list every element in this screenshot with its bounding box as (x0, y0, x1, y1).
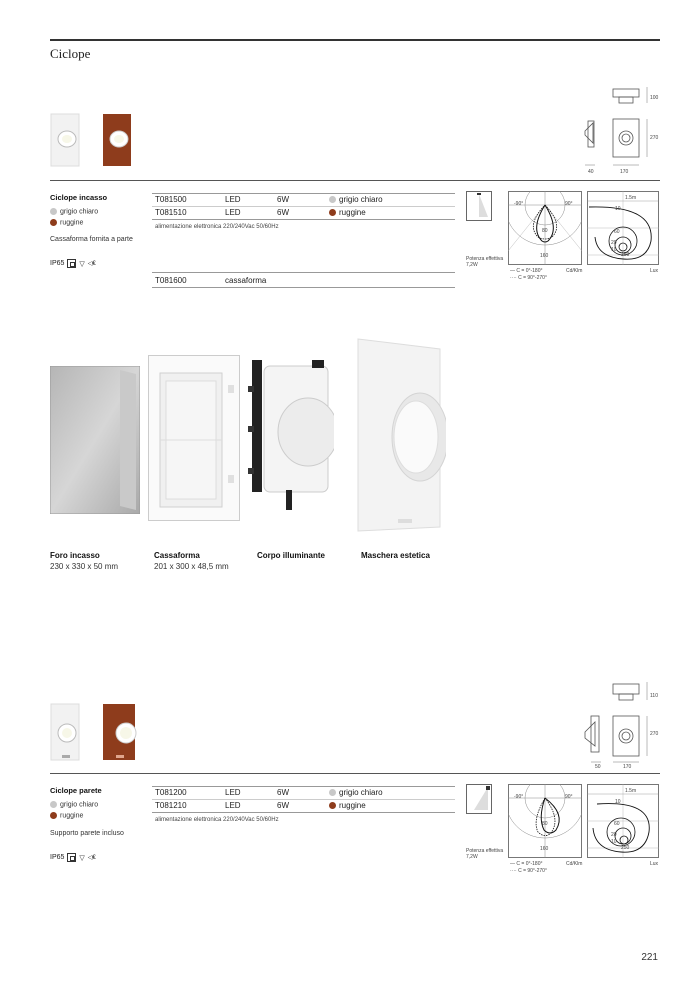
recess-hole-image (50, 366, 140, 514)
grey-swatch-icon (329, 196, 336, 203)
lux-label: Lux (650, 861, 659, 867)
iso-label: 60 (614, 821, 620, 827)
light-source: LED (225, 208, 241, 217)
iso-label: 10 (615, 799, 621, 805)
grey-swatch-icon (50, 801, 57, 808)
legend-solid: — C = 0°-180° (510, 861, 543, 867)
f-mark-icon: ▽ (79, 260, 85, 268)
finish-grey (50, 801, 98, 808)
component-name: Corpo illuminante (257, 551, 325, 560)
table-rule (152, 272, 455, 273)
power-value: 7,2W (466, 854, 478, 860)
iso-label: 60 (614, 229, 620, 235)
product-code: T081510 (155, 208, 187, 217)
power: 6W (277, 801, 289, 810)
iso-label: 20 (611, 832, 617, 838)
table-rule (152, 786, 455, 787)
section-rule (50, 180, 660, 181)
ce-mark-icon: ◁€ (87, 261, 96, 267)
table-row (155, 208, 366, 217)
legend-label: C = 0°-180° (516, 861, 543, 867)
finish-grey (50, 208, 98, 215)
finish-label: ruggine (60, 812, 84, 820)
section-title: Ciclope incasso (50, 193, 108, 202)
iso-label: 250 (621, 252, 630, 258)
legend-label: C = 90°-270° (518, 275, 547, 281)
finish: ruggine (339, 208, 366, 217)
finish-rust (50, 219, 83, 226)
f-mark-icon: ▽ (79, 854, 85, 862)
dim-width: 170 (620, 169, 629, 175)
distance-label: 1.5m (625, 195, 637, 201)
power: 6W (277, 195, 289, 204)
section-rule (50, 773, 660, 774)
product-note: Cassaforma fornita a parte (50, 236, 133, 243)
table-row (155, 276, 266, 285)
power-value: 7,2W (466, 262, 478, 268)
rust-swatch-icon (50, 219, 57, 226)
dim-height: 100 (650, 95, 659, 101)
top-rule (50, 39, 660, 41)
unit-label: Cd/Klm (566, 861, 583, 867)
dim-height: 110 (650, 693, 658, 699)
light-source: LED (225, 801, 241, 810)
light-body-image (246, 356, 334, 514)
product-image-grey (50, 703, 80, 761)
angle-label: 90° (565, 794, 573, 800)
ring-label: 80 (542, 228, 548, 234)
class-ii-icon (67, 259, 76, 268)
ring-label: 160 (540, 253, 549, 259)
finish-label: grigio chiaro (60, 801, 99, 809)
iso-label: 10 (611, 839, 617, 845)
product-desc: cassaforma (225, 276, 267, 285)
product-note: Supporto parete incluso (50, 830, 124, 837)
lux-label: Lux (650, 268, 659, 274)
ring-label: 160 (540, 846, 549, 852)
product-image-rust (102, 113, 132, 167)
grey-swatch-icon (50, 208, 57, 215)
angle-label: -90° (514, 201, 524, 207)
ip-rating: IP65 (50, 260, 65, 267)
supply-info: alimentazione elettronica 220/240Vac 50/60Hz (155, 817, 279, 823)
power-label: Potenza effettiva (466, 256, 504, 262)
dim-width: 170 (623, 764, 632, 770)
rust-swatch-icon (329, 802, 336, 809)
table-row (155, 195, 383, 204)
component-size: 201 x 300 x 48,5 mm (154, 562, 229, 571)
finish: ruggine (339, 801, 366, 810)
angle-label: 90° (565, 201, 573, 207)
iso-label: 250 (621, 845, 630, 851)
dim-depth: 40 (588, 169, 594, 175)
unit-label: Cd/Klm (566, 268, 583, 274)
section-title: Ciclope parete (50, 786, 102, 795)
power: 6W (277, 208, 289, 217)
rust-swatch-icon (50, 812, 57, 819)
ring-label: 80 (542, 821, 548, 827)
page-number: 221 (641, 952, 658, 963)
finish: grigio chiaro (339, 788, 383, 797)
table-row (155, 788, 383, 797)
formwork-image (148, 355, 240, 521)
finish-rust (50, 812, 83, 819)
legend-dotted: ···· C = 90°-270° (510, 275, 547, 281)
dim-side: 270 (650, 731, 659, 737)
finish-label: grigio chiaro (60, 208, 99, 216)
table-rule (152, 219, 455, 220)
light-source: LED (225, 788, 241, 797)
distance-label: 1.5m (625, 788, 637, 794)
certification-icons (50, 853, 96, 862)
legend-dotted: ···· C = 90°-270° (510, 868, 547, 874)
power-label: Potenza effettiva (466, 848, 504, 854)
table-rule (152, 206, 455, 207)
table-rule (152, 193, 455, 194)
aesthetic-mask-image (354, 337, 446, 533)
ce-mark-icon: ◁€ (87, 855, 96, 861)
dim-depth: 50 (595, 764, 601, 770)
product-code: T081600 (155, 276, 187, 285)
product-image-grey (50, 113, 80, 167)
certification-icons (50, 259, 96, 268)
ip-rating: IP65 (50, 854, 65, 861)
iso-label: 10 (615, 206, 621, 212)
component-size: 230 x 330 x 50 mm (50, 562, 119, 571)
power: 6W (277, 788, 289, 797)
product-code: T081200 (155, 788, 187, 797)
grey-swatch-icon (329, 789, 336, 796)
page-title: Ciclope (50, 46, 91, 61)
beam-icon (466, 191, 492, 221)
table-row (155, 801, 366, 810)
class-ii-icon (67, 853, 76, 862)
finish: grigio chiaro (339, 195, 383, 204)
table-rule (152, 799, 455, 800)
legend-label: C = 0°-180° (516, 268, 543, 274)
legend-label: C = 90°-270° (518, 868, 547, 874)
iso-label: 20 (611, 240, 617, 246)
legend-solid: — C = 0°-180° (510, 268, 543, 274)
component-name: Maschera estetica (361, 551, 430, 560)
table-rule (152, 287, 455, 288)
dim-side: 270 (650, 135, 659, 141)
finish-label: ruggine (60, 219, 84, 227)
supply-info: alimentazione elettronica 220/240Vac 50/60Hz (155, 224, 279, 230)
iso-label: 10 (611, 247, 617, 253)
angle-label: -90° (514, 794, 524, 800)
product-code: T081210 (155, 801, 187, 810)
component-name: Cassaforma (154, 551, 200, 560)
rust-swatch-icon (329, 209, 336, 216)
beam-icon (466, 784, 492, 814)
light-source: LED (225, 195, 241, 204)
table-rule (152, 812, 455, 813)
product-image-rust (102, 703, 138, 761)
product-code: T081500 (155, 195, 187, 204)
component-name: Foro incasso (50, 551, 100, 560)
